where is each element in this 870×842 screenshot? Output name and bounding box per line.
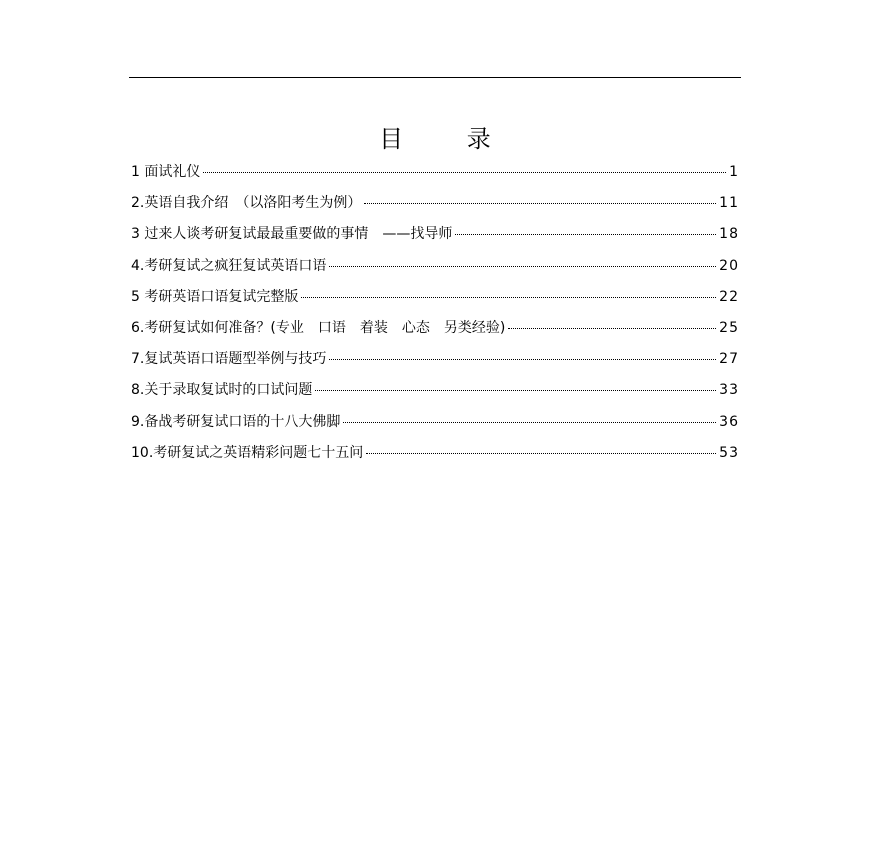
toc-entry[interactable] <box>131 376 739 407</box>
toc-entry-label: 10.考研复试之英语精彩问题七十五问 <box>131 444 364 461</box>
toc-entry[interactable] <box>131 439 739 470</box>
toc-entry[interactable] <box>131 158 739 189</box>
toc-entry-label: 4.考研复试之疯狂复试英语口语 <box>131 257 327 274</box>
toc-leader-dots <box>329 266 716 267</box>
toc-leader-dots <box>203 172 726 173</box>
toc-entry-label: 8.关于录取复试时的口试问题 <box>131 382 313 399</box>
toc-leader-dots <box>329 359 716 360</box>
table-of-contents <box>131 158 739 470</box>
toc-entry[interactable] <box>131 220 739 251</box>
toc-leader-dots <box>301 297 716 298</box>
toc-entry[interactable] <box>131 345 739 376</box>
toc-entry-page: 25 <box>719 319 739 336</box>
toc-entry[interactable] <box>131 189 739 220</box>
toc-leader-dots <box>315 390 716 391</box>
toc-entry-page: 36 <box>719 413 739 430</box>
toc-leader-dots <box>366 453 716 454</box>
toc-entry-page: 20 <box>719 257 739 274</box>
toc-entry-label: 9.备战考研复试口语的十八大佛脚 <box>131 413 341 430</box>
toc-entry-page: 53 <box>719 444 739 461</box>
toc-entry-page: 22 <box>719 288 739 305</box>
toc-entry[interactable] <box>131 283 739 314</box>
toc-entry-page: 18 <box>719 226 739 243</box>
toc-leader-dots <box>343 422 716 423</box>
toc-entry-label: 2.英语自我介绍 （以洛阳考生为例） <box>131 195 362 212</box>
toc-entry[interactable] <box>131 252 739 283</box>
toc-entry-label: 5 考研英语口语复试完整版 <box>131 288 299 305</box>
toc-leader-dots <box>508 328 716 329</box>
toc-entry-page: 27 <box>719 351 739 368</box>
toc-entry-label: 6.考研复试如何准备？(专业 口语 着装 心态 另类经验) <box>131 319 506 336</box>
toc-entry-label: 1 面试礼仪 <box>131 164 201 180</box>
toc-entry-label: 7.复试英语口语题型举例与技巧 <box>131 351 327 368</box>
toc-leader-dots <box>455 234 716 235</box>
toc-entry-page: 33 <box>719 382 739 399</box>
toc-entry-page: 11 <box>719 195 739 212</box>
toc-entry[interactable] <box>131 314 739 345</box>
toc-title: 目 录 <box>379 125 519 153</box>
toc-entry-page: 1 <box>729 164 739 180</box>
header-rule <box>129 77 741 78</box>
toc-entry-label: 3 过来人谈考研复试最最重要做的事情 ——找导师 <box>131 226 453 243</box>
toc-leader-dots <box>364 203 716 204</box>
toc-entry[interactable] <box>131 408 739 439</box>
